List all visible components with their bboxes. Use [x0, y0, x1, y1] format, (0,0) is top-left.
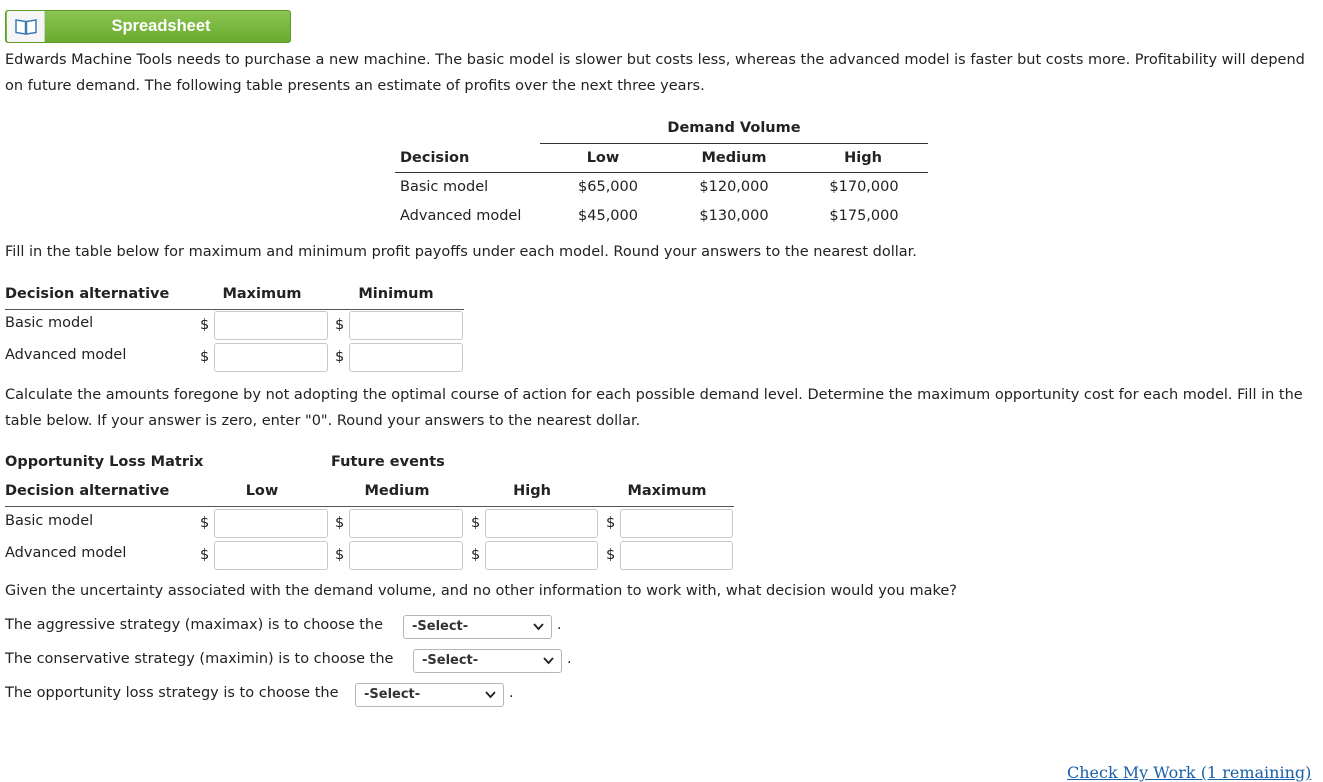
row-label: Advanced model	[400, 208, 522, 224]
select-value: -Select-	[422, 653, 479, 668]
row-label: Basic model	[5, 315, 94, 331]
advanced-max-input[interactable]	[214, 343, 328, 372]
basic-medium-loss-input[interactable]	[349, 509, 463, 538]
period: .	[557, 617, 562, 633]
future-events-header: Future events	[331, 454, 445, 470]
currency-symbol: $	[471, 547, 481, 563]
select-value: -Select-	[412, 619, 469, 634]
currency-symbol: $	[200, 515, 210, 531]
advanced-max-loss-input[interactable]	[620, 541, 733, 570]
loss-matrix-title: Opportunity Loss Matrix	[5, 454, 204, 470]
cell-value: $65,000	[578, 179, 638, 195]
col-medium: Medium	[364, 483, 430, 499]
row-label: Advanced model	[5, 545, 127, 561]
currency-symbol: $	[335, 349, 345, 365]
period: .	[567, 651, 572, 667]
strategy-maximax-text: The aggressive strategy (maximax) is to choose the	[5, 617, 384, 633]
basic-high-loss-input[interactable]	[485, 509, 598, 538]
currency-symbol: $	[200, 317, 210, 333]
col-medium: Medium	[701, 150, 767, 166]
currency-symbol: $	[335, 547, 345, 563]
row-label: Advanced model	[5, 347, 127, 363]
cell-value: $130,000	[699, 208, 769, 224]
col-maximum: Maximum	[627, 483, 707, 499]
chevron-down-icon	[533, 623, 544, 631]
currency-symbol: $	[335, 515, 345, 531]
col-high: High	[513, 483, 551, 499]
book-icon[interactable]	[7, 11, 45, 42]
currency-symbol: $	[606, 547, 616, 563]
row-label: Basic model	[400, 179, 489, 195]
intro-text: Edwards Machine Tools needs to purchase a new machine. The basic model is slower but costs less, whereas the advanced model is faster but costs more. Profitability will depend on future demand. The following table presents an estimate of profits over the next three years.	[5, 52, 1305, 94]
currency-symbol: $	[200, 547, 210, 563]
advanced-medium-loss-input[interactable]	[349, 541, 463, 570]
advanced-low-loss-input[interactable]	[214, 541, 328, 570]
decision-header: Decision	[400, 150, 470, 166]
check-my-work-link[interactable]: Check My Work (1 remaining)	[1067, 763, 1312, 782]
opportunity-loss-select[interactable]	[355, 683, 504, 707]
col-high: High	[844, 150, 882, 166]
period: .	[509, 685, 514, 701]
select-value: -Select-	[364, 687, 421, 702]
instruction-opportunity-loss: Calculate the amounts foregone by not adopting the optimal course of action for each possible demand level. Determine the maximum opportunity cost for each model. Fill in the table below. If your answer is zero, enter "0". Round your answers to the nearest dollar.	[5, 387, 1303, 429]
row-label: Basic model	[5, 513, 94, 529]
chevron-down-icon	[543, 657, 554, 665]
maximax-select[interactable]	[403, 615, 552, 639]
currency-symbol: $	[471, 515, 481, 531]
basic-max-loss-input[interactable]	[620, 509, 733, 538]
minimum-header: Minimum	[358, 286, 434, 302]
basic-low-loss-input[interactable]	[214, 509, 328, 538]
currency-symbol: $	[200, 349, 210, 365]
cell-value: $120,000	[699, 179, 769, 195]
maximum-header: Maximum	[222, 286, 302, 302]
currency-symbol: $	[335, 317, 345, 333]
advanced-high-loss-input[interactable]	[485, 541, 598, 570]
maximin-select[interactable]	[413, 649, 562, 673]
col-low: Low	[586, 150, 620, 166]
demand-volume-header: Demand Volume	[667, 120, 801, 136]
cell-value: $45,000	[578, 208, 638, 224]
strategy-opportunity-loss-text: The opportunity loss strategy is to choose the	[5, 685, 339, 701]
basic-max-input[interactable]	[214, 311, 328, 340]
instruction-payoff: Fill in the table below for maximum and minimum profit payoffs under each model. Round your answers to the nearest dollar.	[5, 244, 917, 260]
decision-alternative-header: Decision alternative	[5, 286, 170, 302]
question-text: Given the uncertainty associated with the demand volume, and no other information to work with, what decision would you make?	[5, 583, 957, 599]
basic-min-input[interactable]	[349, 311, 463, 340]
cell-value: $170,000	[829, 179, 899, 195]
currency-symbol: $	[606, 515, 616, 531]
advanced-min-input[interactable]	[349, 343, 463, 372]
col-low: Low	[245, 483, 279, 499]
cell-value: $175,000	[829, 208, 899, 224]
strategy-maximin-text: The conservative strategy (maximin) is to choose the	[5, 651, 394, 667]
chevron-down-icon	[485, 691, 496, 699]
decision-alternative-header: Decision alternative	[5, 483, 170, 499]
spreadsheet-label[interactable]: Spreadsheet	[111, 17, 211, 35]
